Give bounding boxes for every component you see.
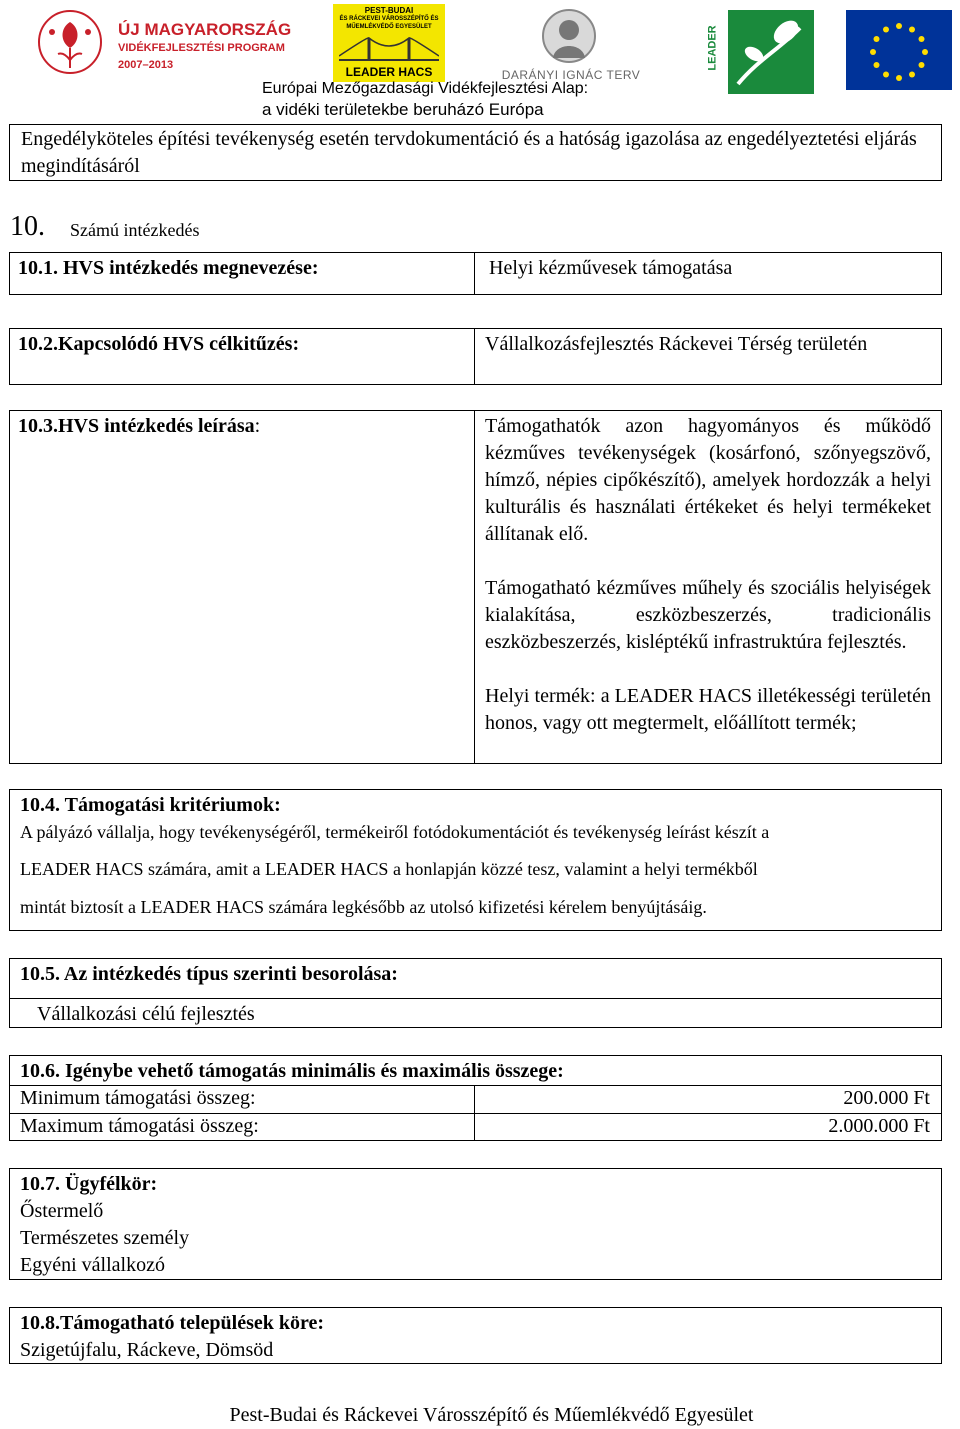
section-10-8 [9,1307,942,1364]
s102-label: 10.2.Kapcsolódó HVS célkitűzés: [18,333,300,355]
pest-line1: PEST-BUDAI [364,6,414,15]
permit-text: Engedélyköteles építési tevékenység esetén tervdokumentáció és a hatóság igazolása az engedélyeztetési eljárás megindításáról [21,128,917,177]
section-10-3 [9,410,942,764]
logo-header [0,0,960,122]
s107-item-3: Egyéni vállalkozó [20,1254,165,1276]
eu-flag [846,10,952,90]
leader-logo [706,10,812,94]
s106-min-label: Minimum támogatási összeg: [20,1087,256,1109]
pest-line3: MŰEMLÉKVÉDŐ EGYESÜLET [346,24,432,30]
s105-title: 10.5. Az intézkedés típus szerinti besorolása: [20,963,398,985]
s103-label-num: 10.3. [18,415,58,437]
s108-title: 10.8.Támogatható települések köre: [20,1312,325,1334]
section-10-1 [9,252,942,295]
section-10-7 [9,1168,942,1280]
tulip-emblem-icon [30,8,112,76]
section-10-5 [9,958,942,999]
permit-box [9,124,942,181]
measure-number: 10. [10,211,45,242]
s103-label-bold: HVS intézkedés leírása [58,415,255,437]
s103-label [18,413,260,440]
section-10-2 [9,328,942,385]
s106-max-label: Maximum támogatási összeg: [20,1115,259,1137]
s105-value: Vállalkozási célú fejlesztés [37,1003,255,1025]
s107-title: 10.7. Ügyfélkör: [20,1173,158,1195]
s101-value: Helyi kézművesek támogatása [489,257,733,279]
s103-para2: Támogatható kézműves műhely és szociális helyiségek kialakítása, eszközbeszerzés, tradicionális eszközbeszerzés, kisléptékű infrastruktúra fejlesztés. [485,577,931,653]
leader-vertical-text: LEADER [706,25,719,71]
umft-title: ÚJ MAGYARORSZÁG [118,20,292,39]
section-10-6 [9,1055,942,1141]
s101-label: 10.1. HVS intézkedés megnevezése: [18,257,319,279]
eu-fund-line2: a vidéki területekbe beruházó Európa [262,100,544,119]
footer: Pest-Budai és Ráckevei Városszépítő és Műemlékvédő Egyesület [229,1404,754,1426]
s104-line2: LEADER HACS számára, amit a LEADER HACS a honlapján közzé tesz, valamint a helyi termékből [20,859,758,879]
measure-label: Számú intézkedés [70,220,200,240]
pest-bottom: LEADER HACS [345,65,433,79]
s107-item-2: Természetes személy [20,1227,190,1249]
s103-para1: Támogathatók azon hagyományos és működő kézműves tevékenységek (kosárfonó, szőnyegszövő, hímző, népies cipőkészítő), amelyek hordozzák a helyi kulturális és használati értékeket és helyi termékeket állítanak elő. [485,415,931,545]
pest-line2: ÉS RÁCKEVEI VÁROSSZÉPÍTŐ ÉS [339,16,439,22]
umft-years: 2007–2013 [118,59,174,71]
daranyi-text: DARÁNYI IGNÁC TERV [501,68,641,82]
eu-stars-icon [846,10,952,90]
s107-item-1: Őstermelő [20,1200,104,1222]
pest-budai-logo [333,4,445,82]
leader-plant-icon [728,10,814,94]
s104-line3: mintát biztosít a LEADER HACS számára legkésőbb az utolsó kifizetési kérelem benyújtásáig. [20,897,707,917]
bridge-icon [339,34,439,64]
s102-value: Vállalkozásfejlesztés Ráckevei Térség területén [485,333,868,355]
s106-title: 10.6. Igénybe vehető támogatás minimális és maximális összege: [20,1060,564,1082]
s103-label-tail: : [254,415,261,437]
s104-title: 10.4. Támogatási kritériumok: [20,794,281,816]
s103-para3: Helyi termék: a LEADER HACS illetékességi területén honos, vagy ott megtermelt, előállított termék; [485,685,931,734]
s104-line1: A pályázó vállalja, hogy tevékenységéről, termékeiről fotódokumentációt és tevékenység leírást készít a [20,822,770,842]
umft-logo [30,8,290,76]
umft-subtitle: VIDÉKFEJLESZTÉSI PROGRAM [118,42,285,54]
section-10-4 [9,789,942,931]
daranyi-logo [486,8,656,80]
eu-fund-line1: Európai Mezőgazdasági Vidékfejlesztési Alap: [262,80,589,97]
s108-value: Szigetújfalu, Ráckeve, Dömsöd [20,1339,274,1361]
portrait-icon [541,8,597,64]
s106-min-value: 200.000 Ft [843,1087,930,1109]
s106-max-value: 2.000.000 Ft [828,1115,930,1137]
